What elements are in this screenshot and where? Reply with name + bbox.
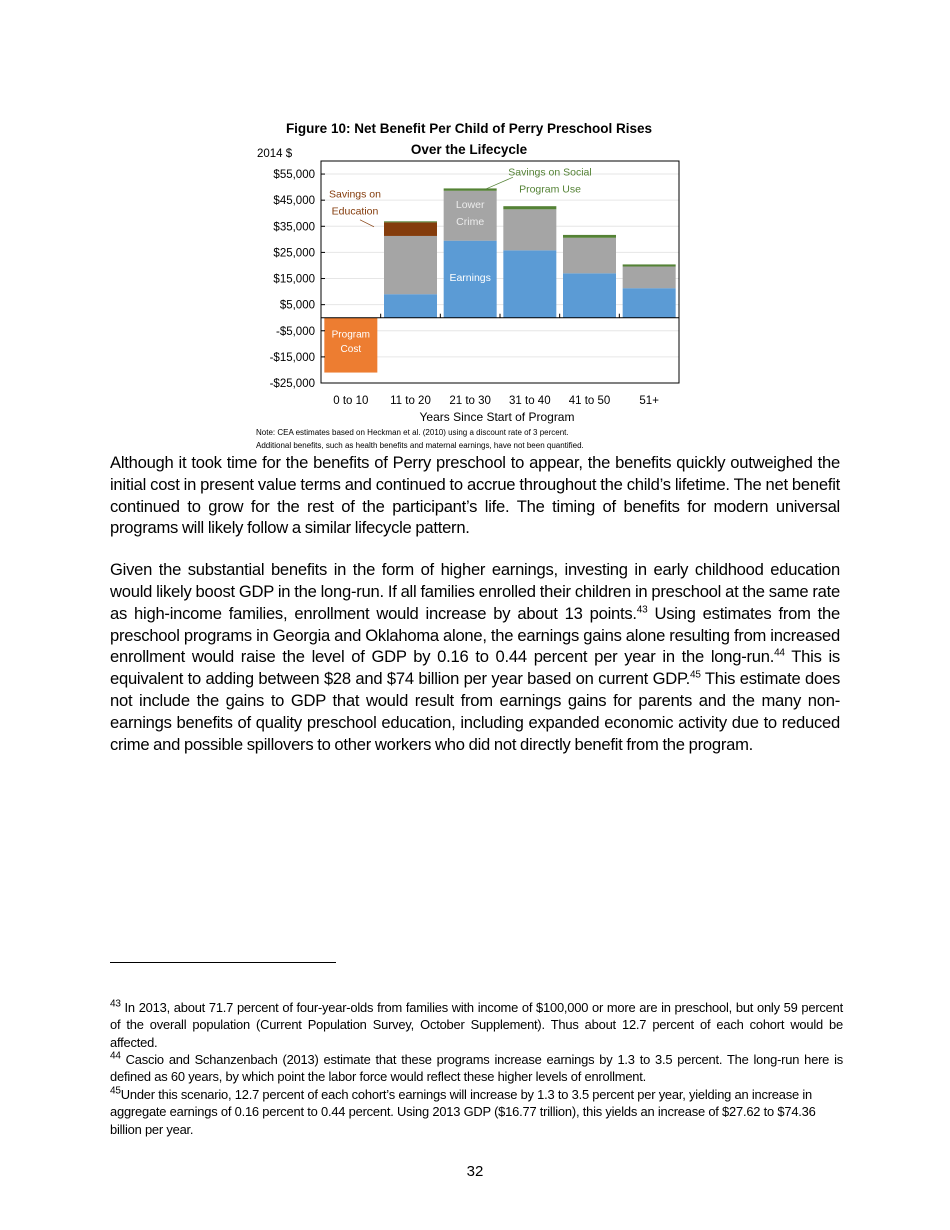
bar-lower-crime (503, 209, 556, 250)
footnote-43 (110, 999, 843, 1051)
x-axis-title: Years Since Start of Program (419, 410, 575, 424)
footnotes (110, 962, 843, 1138)
bar-lower-crime (563, 238, 616, 274)
y-tick-label: -$15,000 (269, 351, 315, 364)
social-leader-line (486, 177, 513, 189)
bar-savings-on-social-program-use (623, 264, 676, 266)
footnote-number: 45 (110, 1085, 121, 1097)
annotation-social: Program Use (519, 183, 581, 196)
y-tick-label: $55,000 (273, 169, 315, 182)
footnote-text: Cascio and Schanzenbach (2013) estimate that these programs increase earnings by 1.3 to 3.5 percent. The long-run here is defined as 60 years, by which point the labor force would reflect these higher levels of enrollment. (110, 1051, 843, 1085)
annotation-education: Education (331, 205, 379, 218)
text: This is equivalent to adding between $28 and $74 billion per year based on current GDP. (110, 647, 840, 689)
y-tick-label: $5,000 (279, 299, 315, 312)
bar-savings-on-education (384, 222, 437, 236)
chart-title-line2: Over the Lifecycle (410, 142, 528, 157)
footnote-45 (110, 1086, 843, 1138)
annotation-program-cost: Cost (340, 344, 362, 356)
annotation-social: Savings on Social (508, 166, 592, 179)
x-tick-label: 51+ (639, 395, 659, 407)
bar-earnings (503, 250, 556, 317)
bar-savings-on-social-program-use (444, 188, 497, 190)
chart-note-line1: Note: CEA estimates based on Heckman et al. (2010) using a discount rate of 3 percent. (256, 428, 569, 437)
footnote-text: In 2013, about 71.7 percent of four-year-olds from families with income of $100,000 or more are in preschool, but only 59 percent of the overall population (Current Population Survey, October Supplement). Thus about 12.7 percent of each cohort would be affected. (110, 999, 843, 1050)
footnote-text: Under this scenario, 12.7 percent of each cohort’s earnings will increase by 1.3 to 3.5 percent per year, yielding an increase in aggregate earnings of 0.16 percent to 0.44 percent. Using 2013 GDP ($16.77 trillion), this yields an increase of $27.62 to $74.36 billion per year. (110, 1086, 816, 1137)
y-axis-unit-label: 2014 $ (257, 148, 293, 160)
footnote-44 (110, 1051, 843, 1086)
footnote-ref-43[interactable]: 43 (636, 604, 648, 616)
footnote-number: 44 (110, 1050, 121, 1062)
x-tick-label: 41 to 50 (568, 395, 611, 407)
annotation-crime: Crime (456, 215, 485, 228)
text: This estimate does not include the gains to GDP that would result from earnings gains for parents and the many non-earnings benefits of quality preschool education, including expanded economic activity due to reduced crime and possible spillovers to other workers who did not directly benefit from the program. (110, 669, 840, 754)
page-number: 32 (466, 1163, 484, 1180)
text: Using estimates from the preschool programs in Georgia and Oklahoma alone, the earnings gains alone resulting from increased enrollment would raise the level of GDP by 0.16 to 0.44 percent per year in the long-run. (110, 603, 840, 667)
x-tick-label: 0 to 10 (333, 395, 369, 407)
y-tick-label: $45,000 (273, 195, 315, 208)
footnote-divider (110, 962, 336, 963)
y-tick-label: -$5,000 (275, 325, 315, 338)
x-tick-label: 31 to 40 (509, 395, 551, 407)
y-tick-label: $15,000 (273, 273, 315, 286)
x-tick-label: 11 to 20 (390, 395, 431, 407)
y-tick-label: -$25,000 (269, 378, 315, 390)
paragraph-lifecycle: Although it took time for the benefits of Perry preschool to appear, the benefits quickly outweighed the initial cost in present value terms and continued to accrue throughout the child’s lifetime. The net benefit continued to grow for the rest of the participant’s life. The timing of benefits for modern universal programs will likely follow a similar lifecycle pattern. (110, 453, 840, 538)
paragraph-gdp (110, 559, 840, 755)
body-text (110, 452, 840, 775)
figure-10-chart (240, 112, 700, 452)
bar-lower-crime (623, 267, 676, 289)
bar-earnings (623, 288, 676, 318)
chart-note-line2: Additional benefits, such as health benefits and maternal earnings, have not been quantified. (256, 441, 584, 450)
chart-title-line1: Figure 10: Net Benefit Per Child of Perry Preschool Rises (285, 121, 653, 136)
annotation-education: Savings on (329, 188, 381, 201)
y-tick-label: $25,000 (273, 247, 315, 260)
bar-lower-crime (384, 236, 437, 294)
bar-earnings (563, 273, 616, 317)
footnote-ref-44[interactable]: 44 (774, 647, 785, 659)
annotation-earnings: Earnings (449, 272, 491, 285)
bar-savings-on-social-program-use (503, 206, 556, 209)
annotation-program-cost: Program (331, 329, 371, 341)
education-leader-line (360, 220, 374, 227)
bar-savings-on-social-program-use (384, 221, 437, 222)
y-tick-label: $35,000 (273, 221, 315, 234)
footnote-ref-45[interactable]: 45 (690, 669, 701, 681)
bar-earnings (384, 294, 437, 318)
bar-savings-on-social-program-use (563, 235, 616, 238)
footnote-number: 43 (110, 998, 121, 1010)
text: Given the substantial benefits in the form of higher earnings, investing in early childhood education would likely boost GDP in the long-run. If all families enrolled their children in preschool at the same rate as high-income families, enrollment would increase by about 13 points. (110, 560, 840, 623)
x-tick-label: 21 to 30 (449, 395, 491, 407)
annotation-crime: Lower (455, 199, 485, 212)
